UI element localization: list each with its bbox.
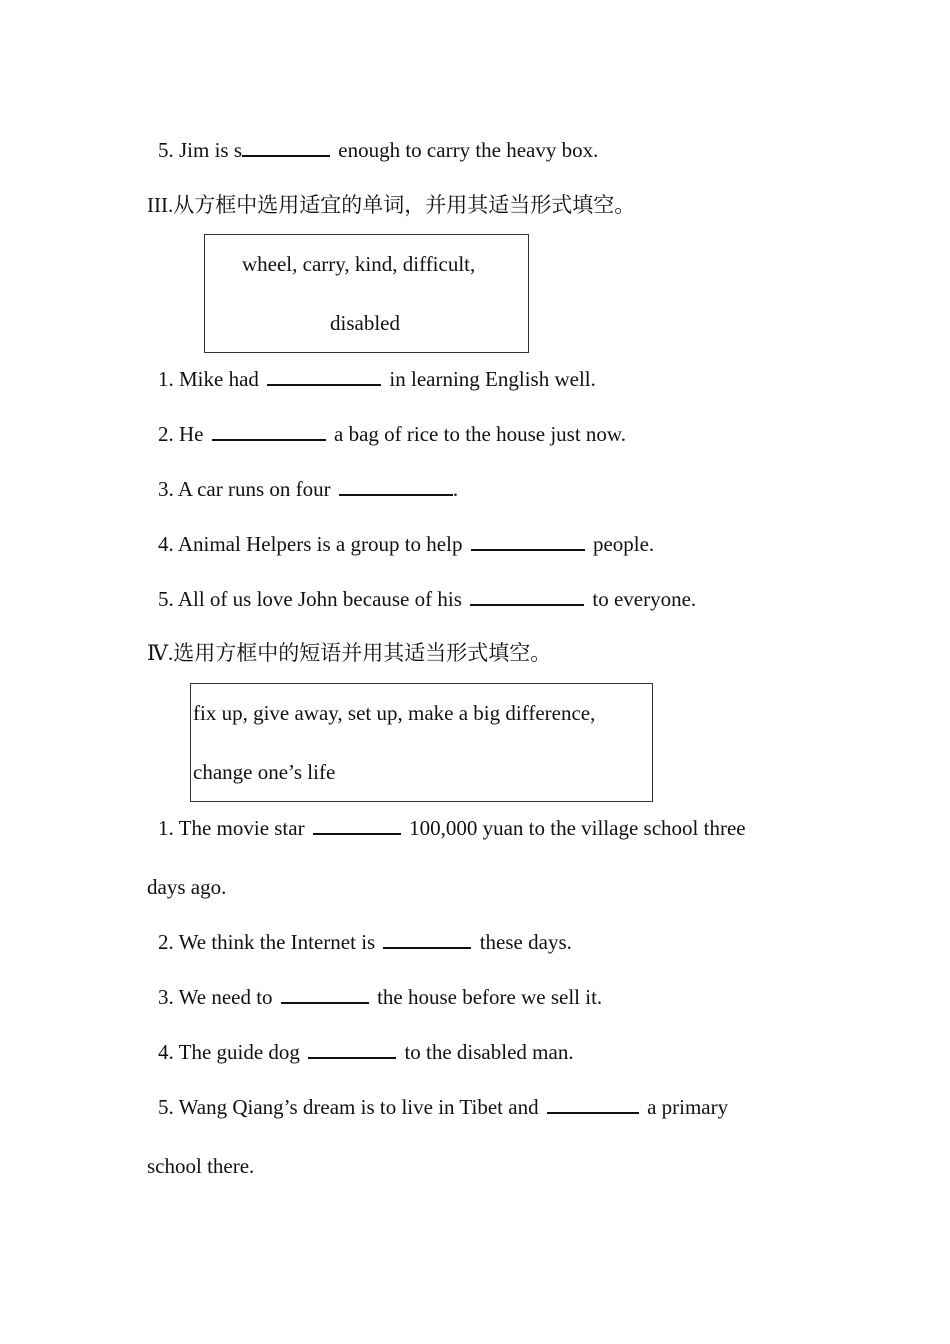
answer-blank[interactable] bbox=[267, 366, 381, 386]
question-text-after: a primary bbox=[647, 1095, 729, 1119]
question-line bbox=[158, 1094, 728, 1120]
phrase-box bbox=[190, 683, 653, 802]
question-text-before: The movie star bbox=[178, 816, 305, 840]
question-line bbox=[158, 366, 596, 392]
answer-blank[interactable] bbox=[308, 1039, 396, 1059]
section-instruction: 选用方框中的短语并用其适当形式填空。 bbox=[173, 641, 552, 665]
question-number: 5. bbox=[158, 138, 174, 162]
section-number: Ⅳ. bbox=[147, 641, 174, 665]
question-text-before: The guide dog bbox=[178, 1040, 300, 1064]
answer-blank[interactable] bbox=[470, 586, 584, 606]
question-text-before: Animal Helpers is a group to help bbox=[177, 532, 463, 556]
question-number: 4. bbox=[158, 532, 174, 556]
question-text-before: A car runs on four bbox=[177, 477, 331, 501]
question-text-after: to everyone. bbox=[592, 587, 697, 611]
question-number: 1. bbox=[158, 367, 174, 391]
question-text-before: He bbox=[179, 422, 204, 446]
question-continuation bbox=[147, 1153, 254, 1179]
word-box-line: wheel, carry, kind, difficult, bbox=[242, 252, 476, 276]
question-text-continued: school there. bbox=[147, 1154, 255, 1178]
section-number: III. bbox=[147, 193, 174, 217]
answer-blank[interactable] bbox=[383, 929, 471, 949]
answer-blank[interactable] bbox=[242, 137, 330, 157]
question-text-before: We think the Internet is bbox=[178, 930, 376, 954]
question-line bbox=[158, 1039, 574, 1065]
question-line bbox=[158, 929, 572, 955]
question-continuation bbox=[147, 874, 226, 900]
section-heading bbox=[147, 192, 635, 218]
question-text-after: enough to carry the heavy box. bbox=[338, 138, 599, 162]
answer-blank[interactable] bbox=[471, 531, 585, 551]
question-text-before: All of us love John because of his bbox=[177, 587, 462, 611]
question-number: 1. bbox=[158, 816, 174, 840]
question-text-before: Jim is s bbox=[179, 138, 243, 162]
section-heading bbox=[147, 640, 551, 666]
question-number: 2. bbox=[158, 422, 174, 446]
question-text-after: people. bbox=[592, 532, 655, 556]
answer-blank[interactable] bbox=[547, 1094, 639, 1114]
question-text-after: 100,000 yuan to the village school three bbox=[409, 816, 746, 840]
question-number: 5. bbox=[158, 1095, 174, 1119]
question-text-after: the house before we sell it. bbox=[377, 985, 603, 1009]
question-number: 5. bbox=[158, 587, 174, 611]
question-line bbox=[158, 815, 746, 841]
question-line bbox=[158, 421, 626, 447]
question-line bbox=[158, 137, 598, 163]
question-text-after: these days. bbox=[479, 930, 572, 954]
question-text-after: to the disabled man. bbox=[404, 1040, 574, 1064]
answer-blank[interactable] bbox=[281, 984, 369, 1004]
question-text-before: We need to bbox=[178, 985, 273, 1009]
word-box bbox=[204, 234, 529, 353]
answer-blank[interactable] bbox=[339, 476, 453, 496]
question-number: 2. bbox=[158, 930, 174, 954]
question-line bbox=[158, 531, 654, 557]
question-text-after: in learning English well. bbox=[389, 367, 596, 391]
answer-blank[interactable] bbox=[212, 421, 326, 441]
question-text-before: Mike had bbox=[179, 367, 259, 391]
question-text-after: . bbox=[452, 477, 459, 501]
phrase-box-line: fix up, give away, set up, make a big difference, bbox=[193, 701, 596, 725]
section-instruction: 从方框中选用适宜的单词，并用其适当形式填空。 bbox=[173, 193, 636, 217]
question-text-before: Wang Qiang’s dream is to live in Tibet and bbox=[178, 1095, 539, 1119]
word-box-line: disabled bbox=[330, 311, 400, 335]
question-line bbox=[158, 984, 602, 1010]
question-line bbox=[158, 476, 458, 502]
answer-blank[interactable] bbox=[313, 815, 401, 835]
phrase-box-line: change one’s life bbox=[193, 760, 336, 784]
question-number: 3. bbox=[158, 477, 174, 501]
question-number: 4. bbox=[158, 1040, 174, 1064]
question-text-after: a bag of rice to the house just now. bbox=[334, 422, 626, 446]
question-line bbox=[158, 586, 696, 612]
question-number: 3. bbox=[158, 985, 174, 1009]
question-text-continued: days ago. bbox=[147, 875, 227, 899]
